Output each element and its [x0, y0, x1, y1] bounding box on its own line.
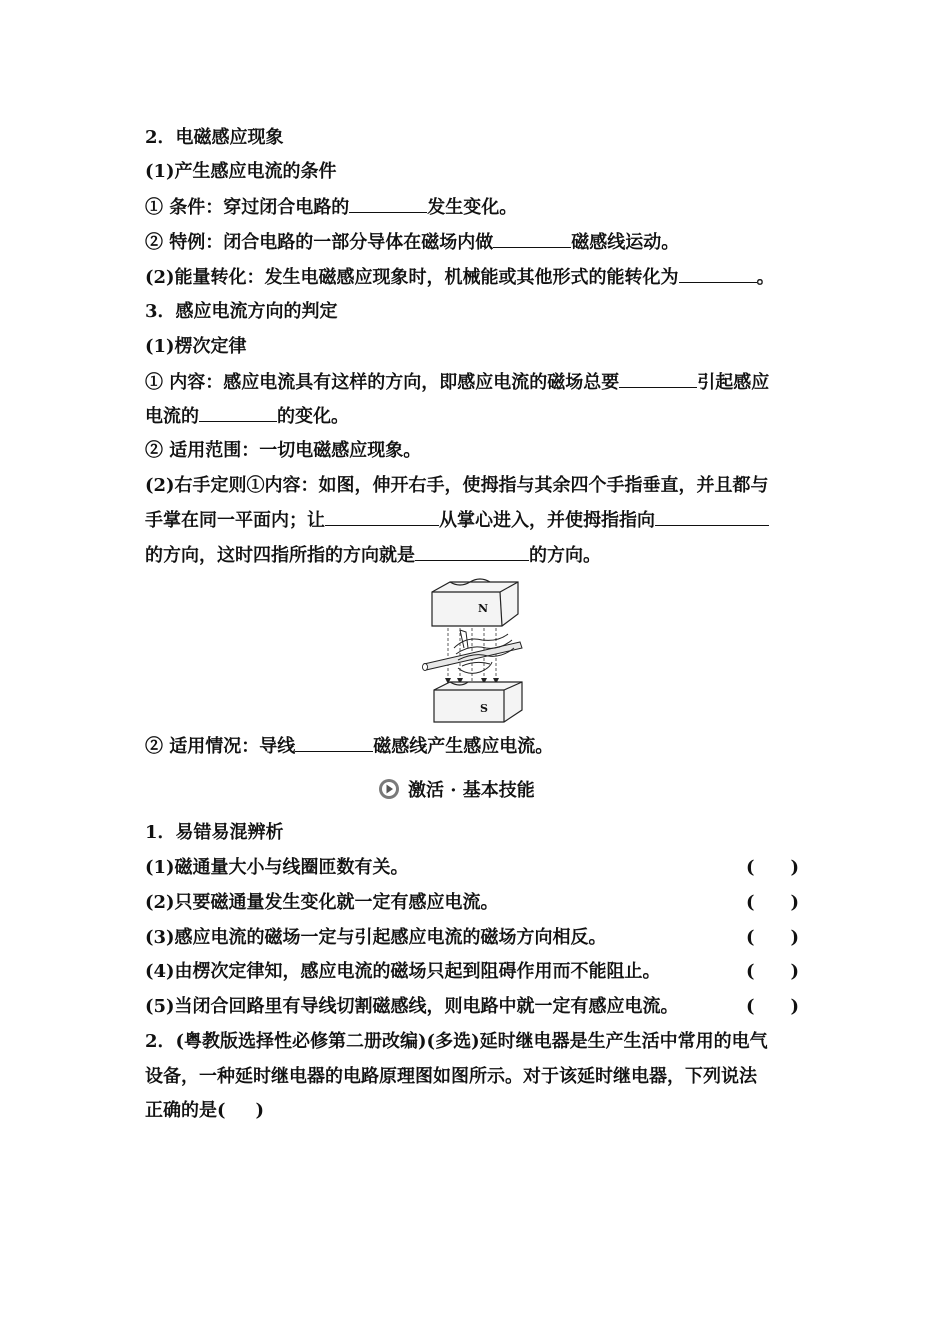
heading-current-direction: 3．感应电流方向的判定 — [145, 301, 338, 322]
lenz-law-title: (1)楞次定律 — [145, 336, 247, 357]
fill-blank[interactable] — [415, 543, 529, 561]
right-hand-rule-line2 — [145, 508, 769, 533]
q1-item: (2)只要磁通量发生变化就一定有感应电流。 — [145, 892, 499, 913]
text: ) — [255, 1100, 265, 1121]
text: ② 特例：闭合电路的一部分导体在磁场内做 — [145, 232, 494, 253]
q1-item: (1)磁通量大小与线圈匝数有关。 — [145, 857, 409, 878]
q1-item: (5)当闭合回路里有导线切割磁感线，则电路中就一定有感应电流。 — [145, 996, 679, 1017]
text: 引起感应 — [697, 372, 770, 393]
text: 从掌心进入，并使拇指指向 — [439, 510, 655, 531]
fill-blank[interactable] — [679, 265, 757, 283]
answer-paren[interactable]: ( ) — [746, 927, 800, 948]
conductor-rod — [423, 642, 523, 671]
text: (2)能量转化：发生电磁感应现象时，机械能或其他形式的能转化为 — [145, 267, 679, 288]
south-label: S — [480, 702, 488, 715]
q2-line3 — [145, 1099, 264, 1123]
answer-paren[interactable]: ( ) — [746, 961, 800, 982]
play-icon — [378, 778, 400, 800]
text: 的变化。 — [277, 406, 349, 427]
energy-conversion-line — [145, 265, 775, 290]
fill-blank[interactable] — [493, 230, 571, 248]
section-header-basic-skills — [378, 777, 535, 801]
south-pole-magnet — [434, 682, 522, 722]
q1-item: (4)由楞次定律知，感应电流的磁场只起到阻碍作用而不能阻止。 — [145, 961, 661, 982]
section-title: 激活 · 基本技能 — [408, 780, 535, 801]
condition-line — [145, 195, 517, 220]
north-pole-magnet — [432, 579, 518, 626]
text: ② 适用情况：导线 — [145, 736, 296, 757]
text: 。 — [756, 267, 775, 288]
text: 的方向。 — [529, 545, 601, 566]
lenz-scope-line: ② 适用范围：一切电磁感应现象。 — [145, 440, 422, 461]
text: ① 内容：感应电流具有这样的方向，即感应电流的磁场总要 — [145, 372, 620, 393]
q1-heading: 1．易错易混辨析 — [145, 822, 284, 843]
answer-paren[interactable]: ( ) — [746, 996, 800, 1017]
fill-blank[interactable] — [199, 404, 277, 422]
text: 发生变化。 — [427, 197, 518, 218]
text: 磁感线产生感应电流。 — [373, 736, 554, 757]
answer-paren[interactable]: ( ) — [746, 892, 800, 913]
lenz-content-line2 — [145, 404, 349, 429]
special-case-line — [145, 230, 679, 255]
text: ① 条件：穿过闭合电路的 — [145, 197, 350, 218]
heading-electromagnetic-induction: 2．电磁感应现象 — [145, 127, 284, 148]
fill-blank[interactable] — [349, 195, 427, 213]
q2-line1: 2．(粤教版选择性必修第二册改编)(多选)延时继电器是生产生活中常用的电气 — [145, 1031, 768, 1052]
text: 的方向，这时四指所指的方向就是 — [145, 545, 415, 566]
answer-paren[interactable]: ( ) — [746, 857, 800, 878]
text: 手掌在同一平面内；让 — [145, 510, 325, 531]
condition-title: (1)产生感应电流的条件 — [145, 161, 337, 182]
north-label: N — [478, 602, 489, 615]
fill-blank[interactable] — [619, 370, 697, 388]
right-hand-rule-line3 — [145, 543, 601, 568]
fill-blank[interactable] — [295, 734, 373, 752]
fill-blank[interactable] — [325, 508, 439, 526]
text: 正确的是( — [145, 1100, 226, 1121]
applicable-condition-line — [145, 734, 553, 759]
fill-blank[interactable] — [655, 508, 769, 526]
right-hand-rule-line1: (2)右手定则①内容：如图，伸开右手，使拇指与其余四个手指垂直，并且都与 — [145, 475, 769, 496]
right-hand-rule-figure — [420, 578, 530, 730]
q2-line2: 设备，一种延时继电器的电路原理图如图所示。对于该延时继电器，下列说法 — [145, 1066, 757, 1087]
text: 磁感线运动。 — [571, 232, 680, 253]
lenz-content-line1 — [145, 370, 769, 395]
text: 电流的 — [145, 406, 199, 427]
q1-item: (3)感应电流的磁场一定与引起感应电流的磁场方向相反。 — [145, 927, 607, 948]
